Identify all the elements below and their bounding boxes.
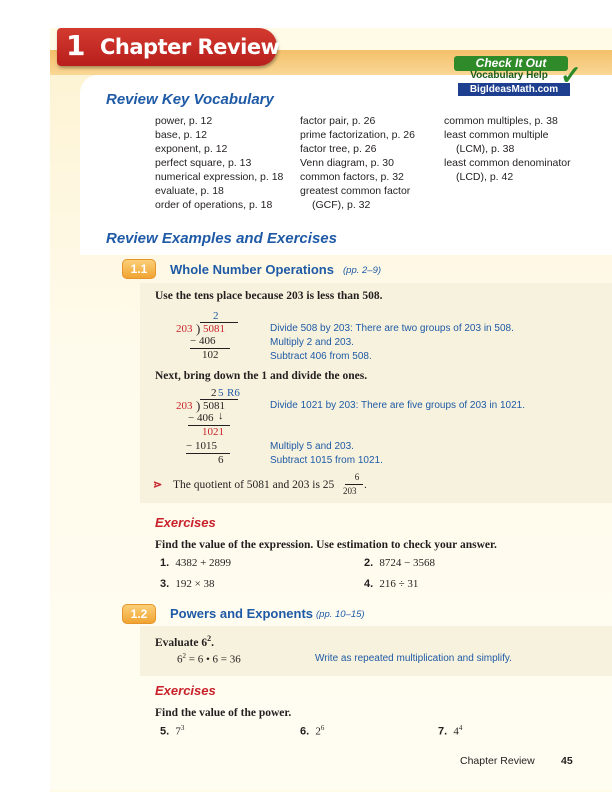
fraction-denominator: 203 (343, 486, 357, 496)
remainder: 102 (202, 349, 219, 361)
dividend: 5081 (203, 323, 225, 335)
subtraction: − 406 (190, 335, 216, 347)
power-work: $6^2 = 6$ • 6 = 36 (177, 652, 241, 666)
vocab-term: numerical expression, p. 18 (155, 171, 284, 183)
lesson-badge: 1.2 (122, 604, 156, 624)
exercise-item: 2. 8724 − 3568 (364, 557, 436, 569)
subtraction: − 406 (188, 412, 214, 424)
fraction-numerator: 6 (354, 472, 360, 482)
vocab-term: Venn diagram, p. 30 (300, 157, 394, 169)
fraction-bar (345, 484, 363, 485)
lesson-pages: (pp. 10–15) (316, 609, 365, 620)
exercise-instructions: Find the value of the expression. Use estimation to check your answer. (155, 539, 497, 551)
vocab-heading: Review Key Vocabulary (106, 91, 274, 108)
exercise-item: 3. 192 × 38 (160, 578, 215, 590)
quotient-digit: 2 (213, 310, 219, 322)
vocab-term: common factors, p. 32 (300, 171, 404, 183)
lesson-pages: (pp. 2–9) (343, 265, 382, 276)
page-number: 45 (561, 755, 573, 767)
step-note: Multiply 5 and 203. (270, 441, 354, 452)
conclusion-period: . (364, 479, 367, 491)
quotient-tens: 2 (211, 387, 217, 399)
step-note: Write as repeated multiplication and simplify. (315, 653, 512, 664)
vocab-term: least common multiple (444, 129, 549, 141)
exercise-item: 1. 4382 + 2899 (160, 557, 232, 569)
vocab-term: (LCD), p. 42 (456, 171, 514, 183)
division-bracket: ) (196, 398, 201, 413)
vocab-term: factor pair, p. 26 (300, 115, 376, 127)
lesson-title: Whole Number Operations (170, 262, 334, 277)
footer-label: Chapter Review (460, 755, 535, 767)
evaluate-prompt: Evaluate $6^2$. (155, 634, 214, 649)
exercise-item: 5. $7^3$ (160, 724, 185, 738)
vocab-term: base, p. 12 (155, 129, 207, 141)
checkmark-icon: ✓ (560, 60, 582, 90)
quotient-remainder: R6 (227, 387, 240, 399)
example-intro-2: Next, bring down the 1 and divide the ones. (155, 370, 368, 382)
vocab-term: prime factorization, p. 26 (300, 129, 415, 141)
badge-line3: BigIdeasMath.com (458, 83, 570, 96)
badge-line2: Vocabulary Help (470, 70, 548, 81)
step-note: Multiply 2 and 203. (270, 337, 354, 348)
step-note: Divide 1021 by 203: There are five groups of 203 in 1021. (270, 400, 525, 411)
step-note: Divide 508 by 203: There are two groups of 203 in 508. (270, 323, 514, 334)
divisor: 203 (176, 323, 193, 335)
vocab-term: least common denominator (444, 157, 571, 169)
chapter-number: 1 (66, 29, 86, 62)
conclusion-text: The quotient of 5081 and 203 is 25 (173, 479, 335, 491)
vocab-term: greatest common factor (300, 185, 411, 197)
example-intro: Use the tens place because 203 is less than 508. (155, 290, 383, 302)
remainder: 6 (218, 454, 224, 466)
division-bracket: ) (196, 321, 201, 336)
step-note: Subtract 1015 from 1021. (270, 455, 383, 466)
step-note: Subtract 406 from 508. (270, 351, 372, 362)
subtraction: − 1015 (186, 440, 217, 452)
dividend: 5081 (203, 400, 225, 412)
vocab-term: (LCM), p. 38 (456, 143, 515, 155)
conclusion-arrow-icon: ⋗ (153, 479, 163, 491)
quotient-ones: 5 (218, 387, 224, 399)
exercise-instructions: Find the value of the power. (155, 707, 292, 719)
vocab-term: order of operations, p. 18 (155, 199, 273, 211)
badge-line1: Check It Out (454, 56, 568, 71)
vocab-term: common multiples, p. 38 (444, 115, 558, 127)
vocab-column-1 (155, 114, 283, 212)
chapter-title: Chapter Review (100, 35, 280, 59)
top-margin (0, 0, 612, 28)
vocab-column-3 (444, 114, 571, 184)
exercise-item: 7. $4^4$ (438, 724, 463, 738)
vocab-column-2 (300, 114, 415, 212)
vocab-term: evaluate, p. 18 (155, 185, 224, 197)
vocab-term: exponent, p. 12 (155, 143, 228, 155)
lesson-title: Powers and Exponents (170, 606, 314, 621)
divisor: 203 (176, 400, 193, 412)
vocab-term: (GCF), p. 32 (312, 199, 371, 211)
lesson-badge: 1.1 (122, 259, 156, 279)
exercise-item: 4. 216 ÷ 31 (364, 578, 419, 590)
exercises-heading: Exercises (155, 683, 216, 698)
exercises-heading: Exercises (155, 515, 216, 530)
brought-down-value: 1021 (202, 426, 224, 438)
exercise-item: 6. $2^6$ (300, 724, 325, 738)
vocab-term: power, p. 12 (155, 115, 213, 127)
vocab-help-badge[interactable] (452, 56, 580, 96)
vocab-term: perfect square, p. 13 (155, 157, 252, 169)
bring-down-arrow-icon: ↓ (218, 410, 224, 422)
vocab-term: factor tree, p. 26 (300, 143, 377, 155)
examples-heading: Review Examples and Exercises (106, 230, 337, 247)
